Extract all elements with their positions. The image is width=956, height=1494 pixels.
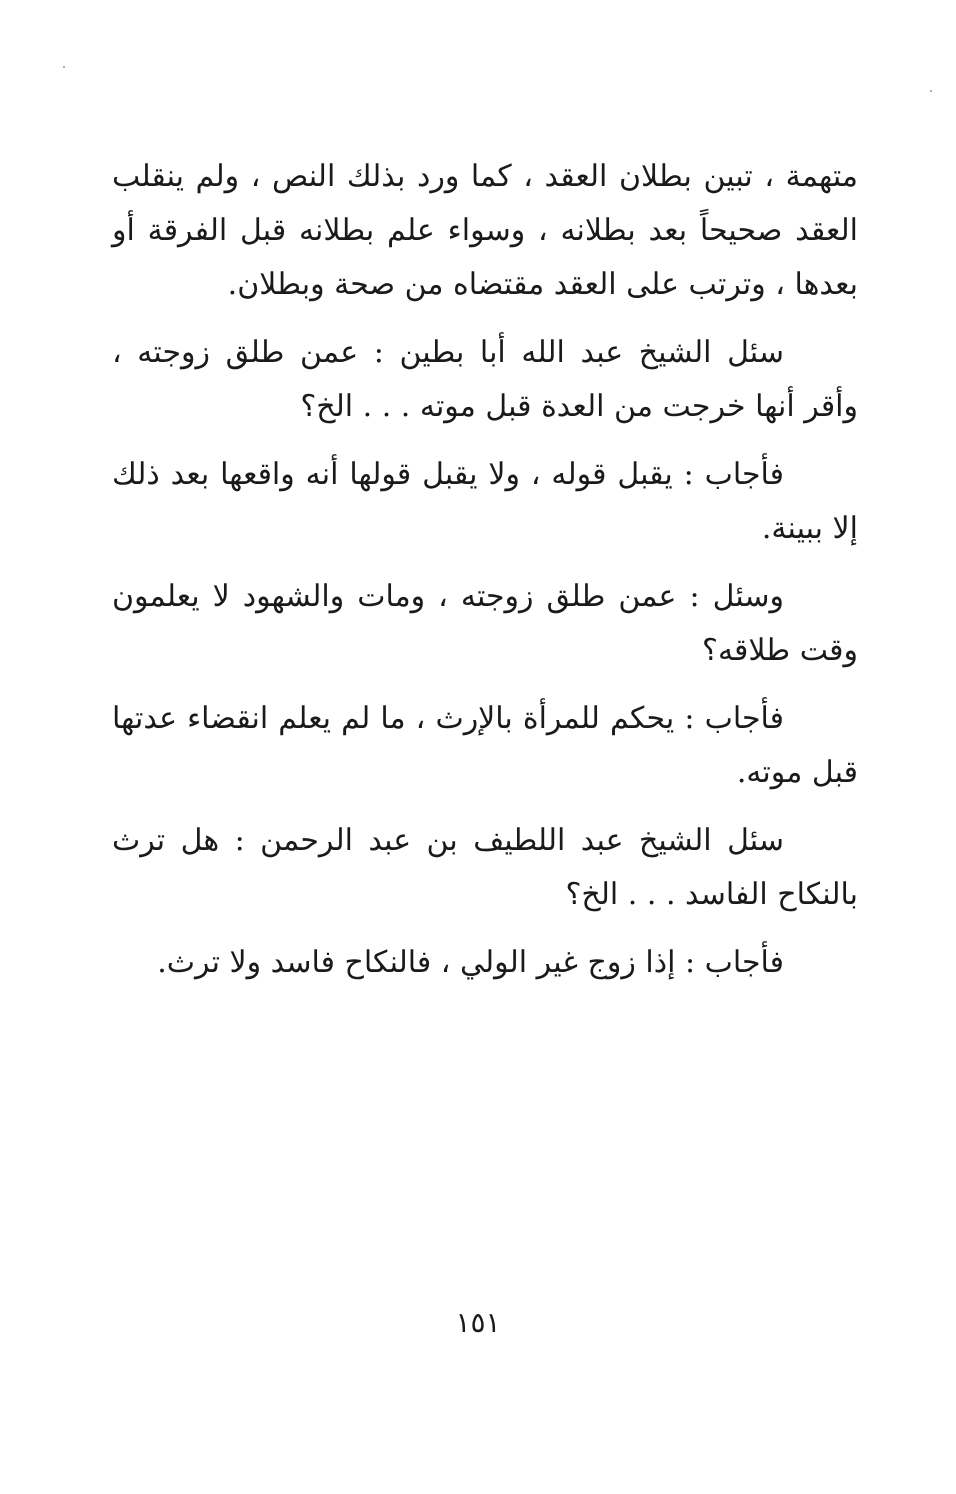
paragraph-answer-1: فأجاب : يقبل قوله ، ولا يقبل قولها أنه واقعها بعد ذلك إلا ببينة. xyxy=(112,457,858,546)
paragraph-question-2: وسئل : عمن طلق زوجته ، ومات والشهود لا يعلمون وقت طلاقه؟ xyxy=(112,579,858,668)
scan-speck xyxy=(63,66,65,68)
page-number: ١٥١ xyxy=(455,1306,501,1339)
paragraph-answer-2: فأجاب : يحكم للمرأة بالإرث ، ما لم يعلم انقضاء عدتها قبل موته. xyxy=(112,701,858,790)
paragraph-answer-3: فأجاب : إذا زوج غير الولي ، فالنكاح فاسد ولا ترث. xyxy=(157,945,784,980)
paragraph-continuation: متهمة ، تبين بطلان العقد ، كما ورد بذلك النص ، ولم ينقلب العقد صحيحاً بعد بطلانه ، وسواء علم بطلانه قبل الفرقة أو بعدها ، وترتب على العقد مقتضاه من صحة وبطلان. xyxy=(112,159,858,302)
paragraph-question-3: سئل الشيخ عبد اللطيف بن عبد الرحمن : هل ترث بالنكاح الفاسد . . . الخ؟ xyxy=(112,823,858,912)
scan-speck xyxy=(930,90,932,92)
body-text xyxy=(112,150,858,1004)
paragraph-question-1: سئل الشيخ عبد الله أبا بطين : عمن طلق زوجته ، وأقر أنها خرجت من العدة قبل موته . . . الخ؟ xyxy=(112,335,858,424)
